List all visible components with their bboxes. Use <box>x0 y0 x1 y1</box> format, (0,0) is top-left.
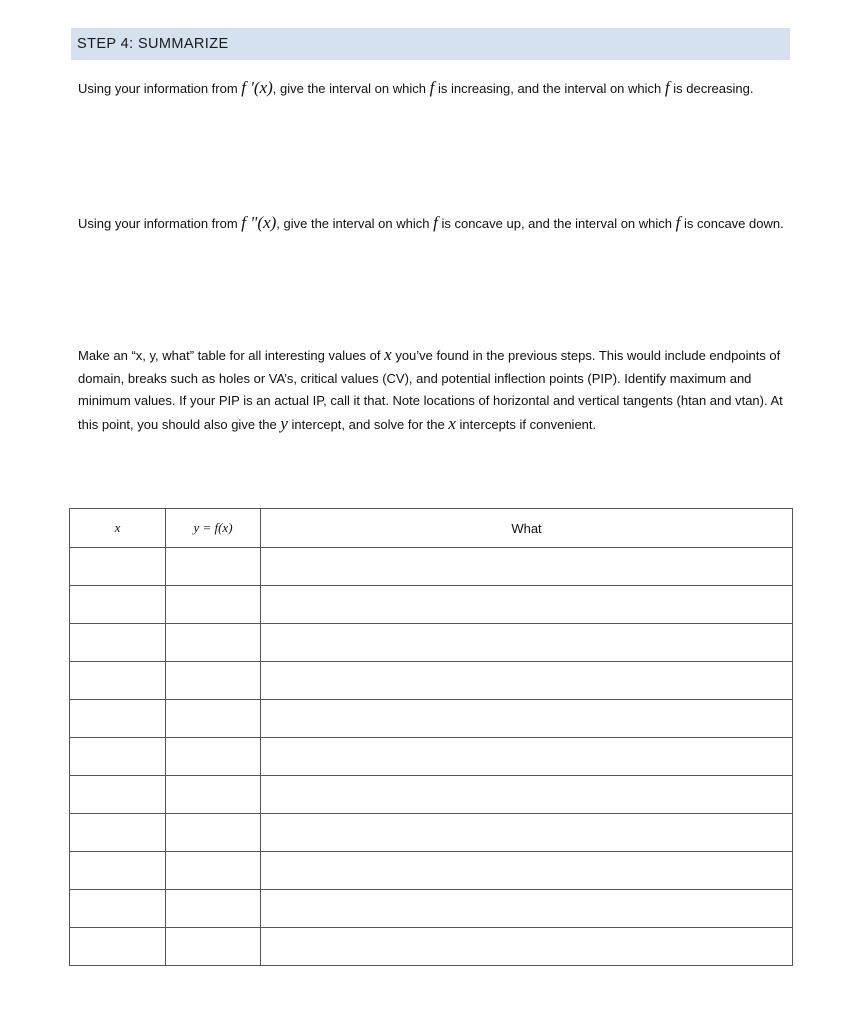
function-symbol: f <box>664 78 670 97</box>
what-cell[interactable] <box>261 928 793 966</box>
function-symbol: f <box>675 213 681 232</box>
x-cell[interactable] <box>70 548 166 586</box>
what-cell[interactable] <box>261 776 793 814</box>
x-variable-symbol: x <box>384 345 392 364</box>
what-column-header: What <box>261 509 793 548</box>
table-row <box>70 928 793 966</box>
what-cell[interactable] <box>261 548 793 586</box>
table-row <box>70 890 793 928</box>
step-banner <box>71 28 790 60</box>
y-cell[interactable] <box>166 586 261 624</box>
what-cell[interactable] <box>261 662 793 700</box>
x-variable-symbol: x <box>448 413 456 433</box>
instruction-text: intercept, and solve for the <box>291 416 445 432</box>
prompt-text: is decreasing. <box>673 81 754 96</box>
prompt-text: is concave up, and the interval on which <box>441 216 672 231</box>
y-cell[interactable] <box>166 548 261 586</box>
y-cell[interactable] <box>166 814 261 852</box>
what-cell[interactable] <box>261 852 793 890</box>
x-cell[interactable] <box>70 738 166 776</box>
instruction-text: you’ve found in the previous steps. This would include endpoints of domain, breaks such as holes or VA’s, critical values (CV), and potential inflection points (PIP). Identify maximum and minimum values. If your PIP is an actual IP, call it that. Note locations of horizontal and vertical tangents (htan and vtan). At this point, you should also give the <box>78 348 783 432</box>
what-cell[interactable] <box>261 700 793 738</box>
instruction-text: Make an “x, y, what” table for all interesting values of <box>78 348 381 363</box>
table-row <box>70 738 793 776</box>
second-derivative-symbol: f "(x) <box>241 213 277 232</box>
what-cell[interactable] <box>261 738 793 776</box>
what-cell[interactable] <box>261 814 793 852</box>
what-cell[interactable] <box>261 586 793 624</box>
x-cell[interactable] <box>70 814 166 852</box>
prompt-text: Using your information from <box>78 81 238 96</box>
y-cell[interactable] <box>166 852 261 890</box>
x-cell[interactable] <box>70 624 166 662</box>
table-row <box>70 776 793 814</box>
x-y-what-table <box>69 508 793 966</box>
table-row <box>70 662 793 700</box>
table-header-row <box>70 509 793 548</box>
prompt-text: , give the interval on which <box>276 216 430 231</box>
prompt-text: Using your information from <box>78 216 238 231</box>
first-derivative-symbol: f '(x) <box>241 78 273 97</box>
y-cell[interactable] <box>166 662 261 700</box>
x-cell[interactable] <box>70 776 166 814</box>
y-cell[interactable] <box>166 624 261 662</box>
table-row <box>70 586 793 624</box>
table-row <box>70 548 793 586</box>
y-variable-symbol: y <box>280 413 288 433</box>
function-symbol: f <box>429 78 435 97</box>
table-row <box>70 814 793 852</box>
instruction-text: intercepts if convenient. <box>459 416 597 432</box>
table-instructions <box>78 344 790 436</box>
x-cell[interactable] <box>70 700 166 738</box>
function-symbol: f <box>433 213 438 232</box>
prompt-text: , give the interval on which <box>272 81 426 96</box>
x-cell[interactable] <box>70 928 166 966</box>
y-cell[interactable] <box>166 700 261 738</box>
x-cell[interactable] <box>70 852 166 890</box>
y-column-header: y = f(x) <box>166 509 261 548</box>
what-cell[interactable] <box>261 890 793 928</box>
concavity-prompt <box>78 211 790 236</box>
x-cell[interactable] <box>70 890 166 928</box>
x-cell[interactable] <box>70 662 166 700</box>
x-column-header: x <box>70 509 166 548</box>
step-heading: STEP 4: SUMMARIZE <box>77 36 229 52</box>
y-cell[interactable] <box>166 928 261 966</box>
what-cell[interactable] <box>261 624 793 662</box>
table-row <box>70 700 793 738</box>
increasing-decreasing-prompt <box>78 76 790 101</box>
x-cell[interactable] <box>70 586 166 624</box>
y-cell[interactable] <box>166 890 261 928</box>
table-row <box>70 624 793 662</box>
prompt-text: is concave down. <box>683 216 784 231</box>
y-cell[interactable] <box>166 738 261 776</box>
y-cell[interactable] <box>166 776 261 814</box>
prompt-text: is increasing, and the interval on which <box>437 81 662 96</box>
table-row <box>70 852 793 890</box>
